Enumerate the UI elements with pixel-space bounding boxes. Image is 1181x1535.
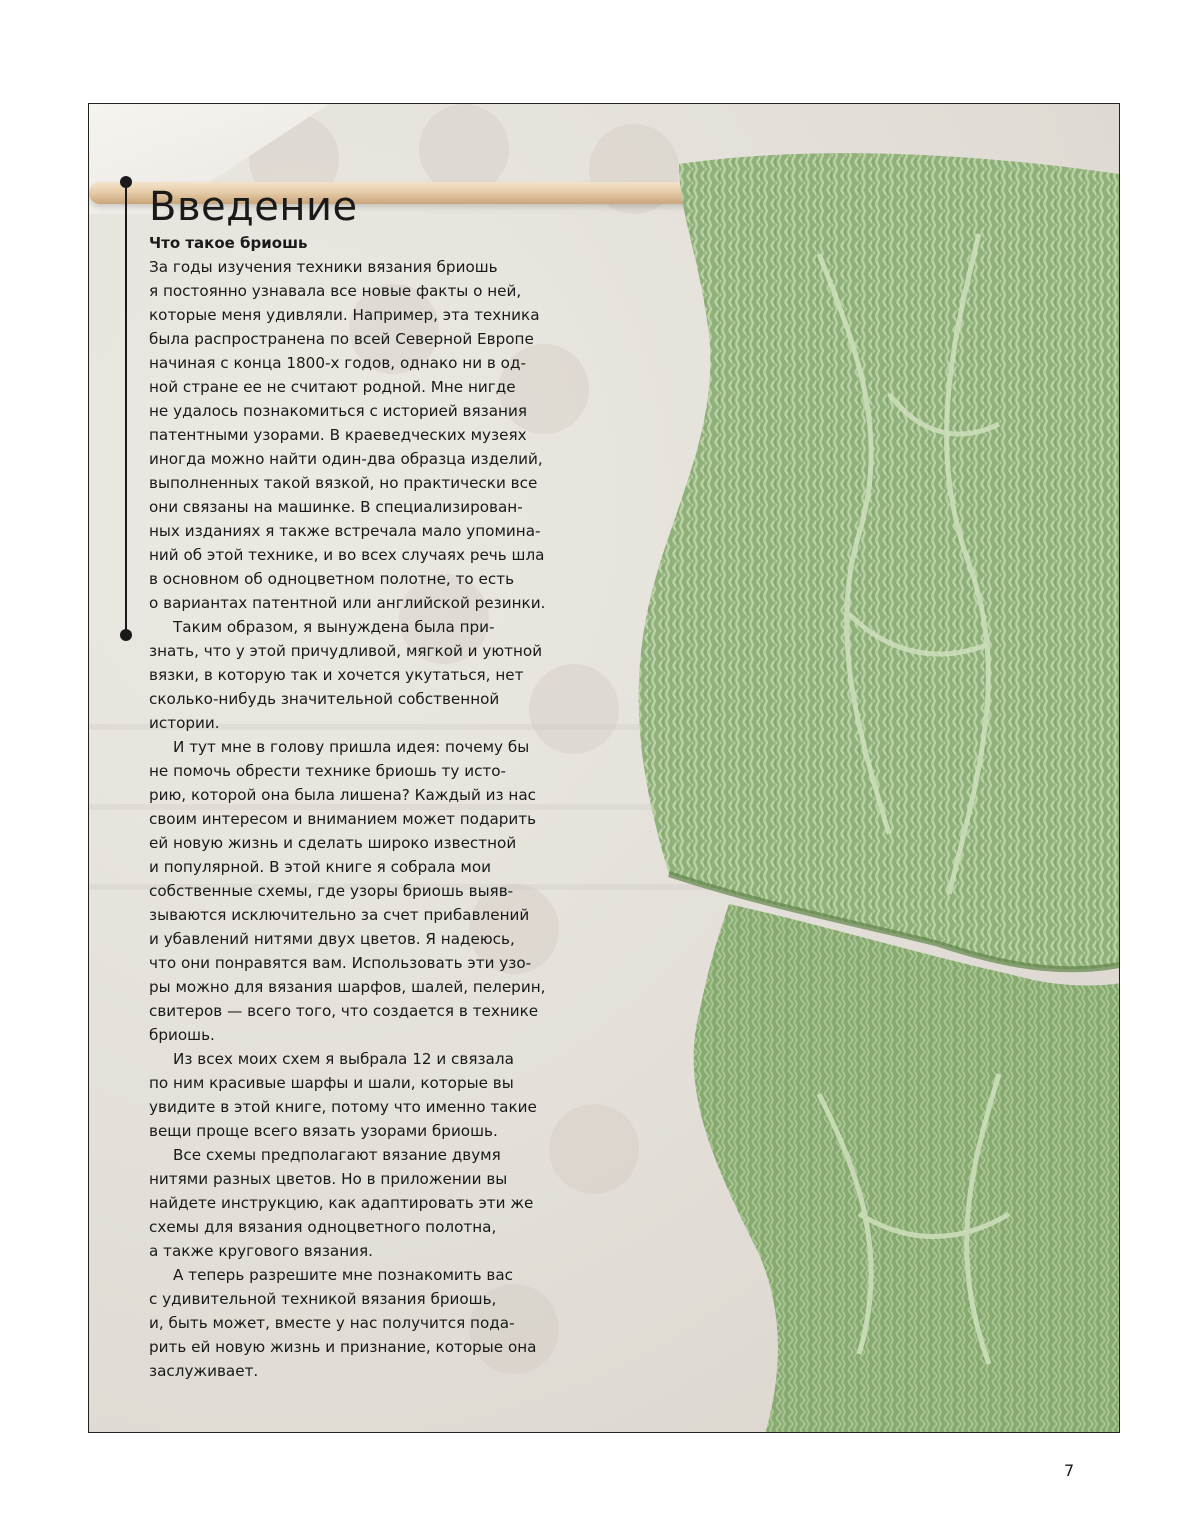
text-line: не помочь обрести технике бриошь ту исто-	[149, 762, 507, 780]
text-line: рию, которой она была лишена? Каждый из нас	[149, 786, 537, 804]
text-line: в основном об одноцветном полотне, то есть	[149, 570, 515, 588]
text-line: найдете инструкцию, как адаптировать эти же	[149, 1194, 534, 1212]
section-subtitle: Что такое бриошь	[149, 234, 308, 252]
text-line: ний об этой технике, и во всех случаях речь шла	[149, 546, 545, 564]
text-line: с удивительной техникой вязания бриошь,	[149, 1290, 497, 1308]
decorative-vertical-line	[125, 180, 127, 635]
text-line: по ним красивые шарфы и шали, которые вы	[149, 1074, 514, 1092]
text-line: ей новую жизнь и сделать широко известной	[149, 834, 517, 852]
text-line: Таким образом, я вынуждена была при-	[173, 618, 495, 636]
text-line: ных изданиях я также встречала мало упомина-	[149, 522, 541, 540]
text-line: Все схемы предполагают вязание двумя	[173, 1146, 501, 1164]
page-title: Введение	[149, 184, 358, 230]
text-line: Из всех моих схем я выбрала 12 и связала	[173, 1050, 514, 1068]
text-line: За годы изучения техники вязания бриошь	[149, 258, 498, 276]
text-line: знать, что у этой причудливой, мягкой и уютной	[149, 642, 543, 660]
text-line: патентными узорами. В краеведческих музеях	[149, 426, 527, 444]
text-line: бриошь.	[149, 1026, 215, 1044]
text-line: иногда можно найти один-два образца изделий,	[149, 450, 543, 468]
text-line: и, быть может, вместе у нас получится пода-	[149, 1314, 515, 1332]
text-line: не удалось познакомиться с историей вязания	[149, 402, 527, 420]
text-line: А теперь разрешите мне познакомить вас	[173, 1266, 514, 1284]
text-line: которые меня удивляли. Например, эта техника	[149, 306, 540, 324]
decorative-line-dot-top	[120, 176, 132, 188]
text-line: и убавлений нитями двух цветов. Я надеюсь,	[149, 930, 515, 948]
text-line: И тут мне в голову пришла идея: почему бы	[173, 738, 530, 756]
text-line: была распространена по всей Северной Европе	[149, 330, 534, 348]
text-line: истории.	[149, 714, 220, 732]
body-text	[149, 255, 609, 1383]
text-line: что они понравятся вам. Использовать эти узо-	[149, 954, 532, 972]
text-line: выполненных такой вязкой, но практически все	[149, 474, 538, 492]
text-line: увидите в этой книге, потому что именно такие	[149, 1098, 537, 1116]
text-line: я постоянно узнавала все новые факты о ней,	[149, 282, 522, 300]
scarf-back-panel	[694, 904, 1120, 1433]
text-line: своим интересом и вниманием может подарить	[149, 810, 537, 828]
text-line: сколько-нибудь значительной собственной	[149, 690, 500, 708]
background-dot	[419, 104, 509, 194]
text-line: вещи проще всего вязать узорами бриошь.	[149, 1122, 498, 1140]
text-line: собственные схемы, где узоры бриошь выяв-	[149, 882, 514, 900]
text-line: зываются исключительно за счет прибавлений	[149, 906, 530, 924]
text-line: нитями разных цветов. Но в приложении вы	[149, 1170, 508, 1188]
text-line: а также кругового вязания.	[149, 1242, 373, 1260]
text-line: начиная с конца 1800-х годов, однако ни в од-	[149, 354, 526, 372]
text-line: вязки, в которую так и хочется укутаться, нет	[149, 666, 524, 684]
page-number: 7	[1064, 1461, 1075, 1480]
text-line: свитеров — всего того, что создается в технике	[149, 1002, 539, 1020]
text-line: они связаны на машинке. В специализирован-	[149, 498, 523, 516]
text-line: ры можно для вязания шарфов, шалей, пелерин,	[149, 978, 546, 996]
decorative-line-dot-bottom	[120, 629, 132, 641]
scarf-front-panel	[639, 153, 1120, 969]
text-line: о вариантах патентной или английской резинки.	[149, 594, 546, 612]
text-line: ной стране ее не считают родной. Мне нигде	[149, 378, 516, 396]
text-line: и популярной. В этой книге я собрала мои	[149, 858, 491, 876]
knitted-scarf-image	[559, 134, 1120, 1433]
text-line: рить ей новую жизнь и признание, которые она	[149, 1338, 537, 1356]
text-line: заслуживает.	[149, 1362, 259, 1380]
text-line: схемы для вязания одноцветного полотна,	[149, 1218, 497, 1236]
